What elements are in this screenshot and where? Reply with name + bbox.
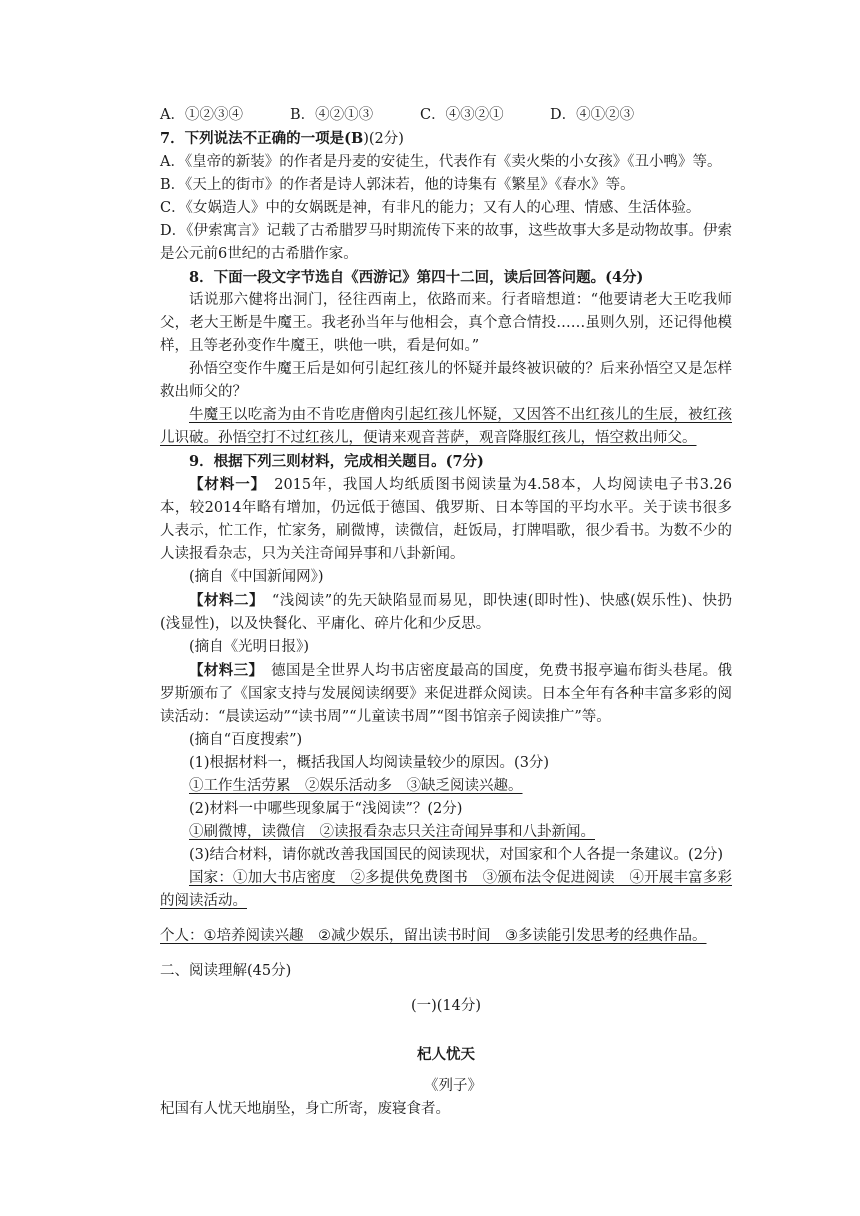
q7-score: )(2分) — [363, 131, 404, 147]
q7-option-d: D．《伊索寓言》记载了古希腊罗马时期流传下来的故事，这些故事大多是动物故事。伊索是公元前6世纪的古希腊作家。 — [160, 223, 732, 262]
material-3-text: 德国是全世界人均书店密度最高的国度，免费书报亭遍布街头巷尾。俄罗斯颁布了《国家支持与发展阅读纲要》来促进群众阅读。日本全年有各种丰富多彩的阅读活动：“晨读运动”“读书周”“儿童读书周”“图书馆亲子阅读推广”等。 — [160, 663, 733, 725]
q8-question: 孙悟空变作牛魔王后是如何引起红孩儿的怀疑并最终被识破的？后来孙悟空又是怎样救出师父的？ — [160, 361, 732, 400]
option-c: C．④③②① — [420, 107, 504, 123]
option-d: D．④①②③ — [550, 107, 635, 123]
q7-answer: B — [350, 130, 364, 147]
q7-option-b: B．《天上的街市》的作者是诗人郭沫若，他的诗集有《繁星》《春水》等。 — [160, 177, 635, 193]
material-1-source: (摘自《中国新闻网》) — [189, 569, 324, 585]
material-2-source: (摘自《光明日报》) — [189, 639, 310, 655]
q9-sub2-question: (2)材料一中哪些现象属于“浅阅读”？(2分) — [189, 801, 463, 817]
q8-stem: 8．下面一段文字节选自《西游记》第四十二回，读后回答问题。(4分) — [189, 269, 644, 286]
q8-passage: 话说那六健将出洞门，径往西南上，依路而来。行者暗想道：“他要请老大王吃我师父，老大王断是牛魔王。我老孙当年与他相会，真个意合情投……虽则久别，还记得他模样，且等老孙变作牛魔王，哄他一哄，看是何如。” — [160, 292, 732, 354]
q8-answer: 牛魔王以吃斋为由不肯吃唐僧肉引起红孩儿怀疑，又因答不出红孩儿的生辰，被红孩儿识破。孙悟空打不过红孩儿，便请来观音菩萨，观音降服红孩儿，悟空救出师父。 — [160, 407, 732, 446]
material-2-label: 【材料二】 — [189, 592, 257, 609]
q9-material-1 — [160, 473, 732, 566]
q9-material-3 — [160, 659, 732, 729]
q9-sub1-answer: ①工作生活劳累 ②娱乐活动多 ③缺乏阅读兴趣。 — [189, 778, 523, 794]
material-2-text: “浅阅读”的先天缺陷显而易见，即快速(即时性)、快感(娱乐性)、快扔(浅显性)，以及快餐化、平庸化、碎片化和少反思。 — [160, 593, 733, 632]
material-3-label: 【材料三】 — [189, 662, 257, 679]
article-first-line: 杞国有人忧天地崩坠，身亡所寄，废寝食者。 — [160, 1101, 450, 1117]
material-1-label: 【材料一】 — [189, 476, 259, 493]
section-2-title: 二、阅读理解(45分) — [160, 963, 292, 979]
option-b: B．④②①③ — [290, 107, 374, 123]
q9-sub3-answer-personal: 个人：①培养阅读兴趣 ②减少娱乐，留出读书时间 ③多读能引发思考的经典作品。 — [160, 928, 707, 944]
article-title: 杞人忧天 — [417, 1047, 475, 1063]
q9-sub2-answer: ①刷微博，读微信 ②读报看杂志只关注奇闻异事和八卦新闻。 — [189, 824, 595, 840]
q9-stem: 9．根据下列三则材料，完成相关题目。(7分) — [189, 453, 484, 470]
material-3-source: (摘自“百度搜索”) — [189, 732, 303, 748]
q7-stem — [160, 127, 732, 151]
article-author: 《列子》 — [424, 1078, 482, 1094]
q9-sub3-question: (3)结合材料，请你就改善我国国民的阅读现状，对国家和个人各提一条建议。(2分) — [189, 847, 724, 863]
q7-stem-text: 7．下列说法不正确的一项是( — [160, 130, 351, 147]
q7-option-a: A．《皇帝的新装》的作者是丹麦的安徒生，代表作有《卖火柴的小女孩》《丑小鸭》等。 — [160, 154, 722, 170]
material-1-text: 2015年，我国人均纸质图书阅读量为4.58本，人均阅读电子书3.26本，较2014年略有增加，仍远低于德国、俄罗斯、日本等国的平均水平。关于读书很多人表示，忙工作，忙家务，刷微博，读微信，赶饭局，打牌唱歌，很少看书。为数不少的人读报看杂志，只为关注奇闻异事和八卦新闻。 — [160, 477, 732, 562]
q9-sub3-answer-state: 国家：①加大书店密度 ②多提供免费图书 ③颁布法令促进阅读 ④开展丰富多彩的阅读活动。 — [160, 870, 732, 909]
q9-material-2 — [160, 589, 732, 636]
q9-sub1-question: (1)根据材料一，概括我国人均阅读量较少的原因。(3分) — [189, 755, 550, 771]
option-a: A．①②③④ — [160, 107, 243, 123]
document-body — [160, 104, 732, 1121]
part-1-heading: (一)(14分) — [410, 998, 482, 1014]
q7-option-c: C．《女娲造人》中的女娲既是神，有非凡的能力；又有人的心理、情感、生活体验。 — [160, 200, 701, 216]
q6-options — [160, 104, 732, 127]
